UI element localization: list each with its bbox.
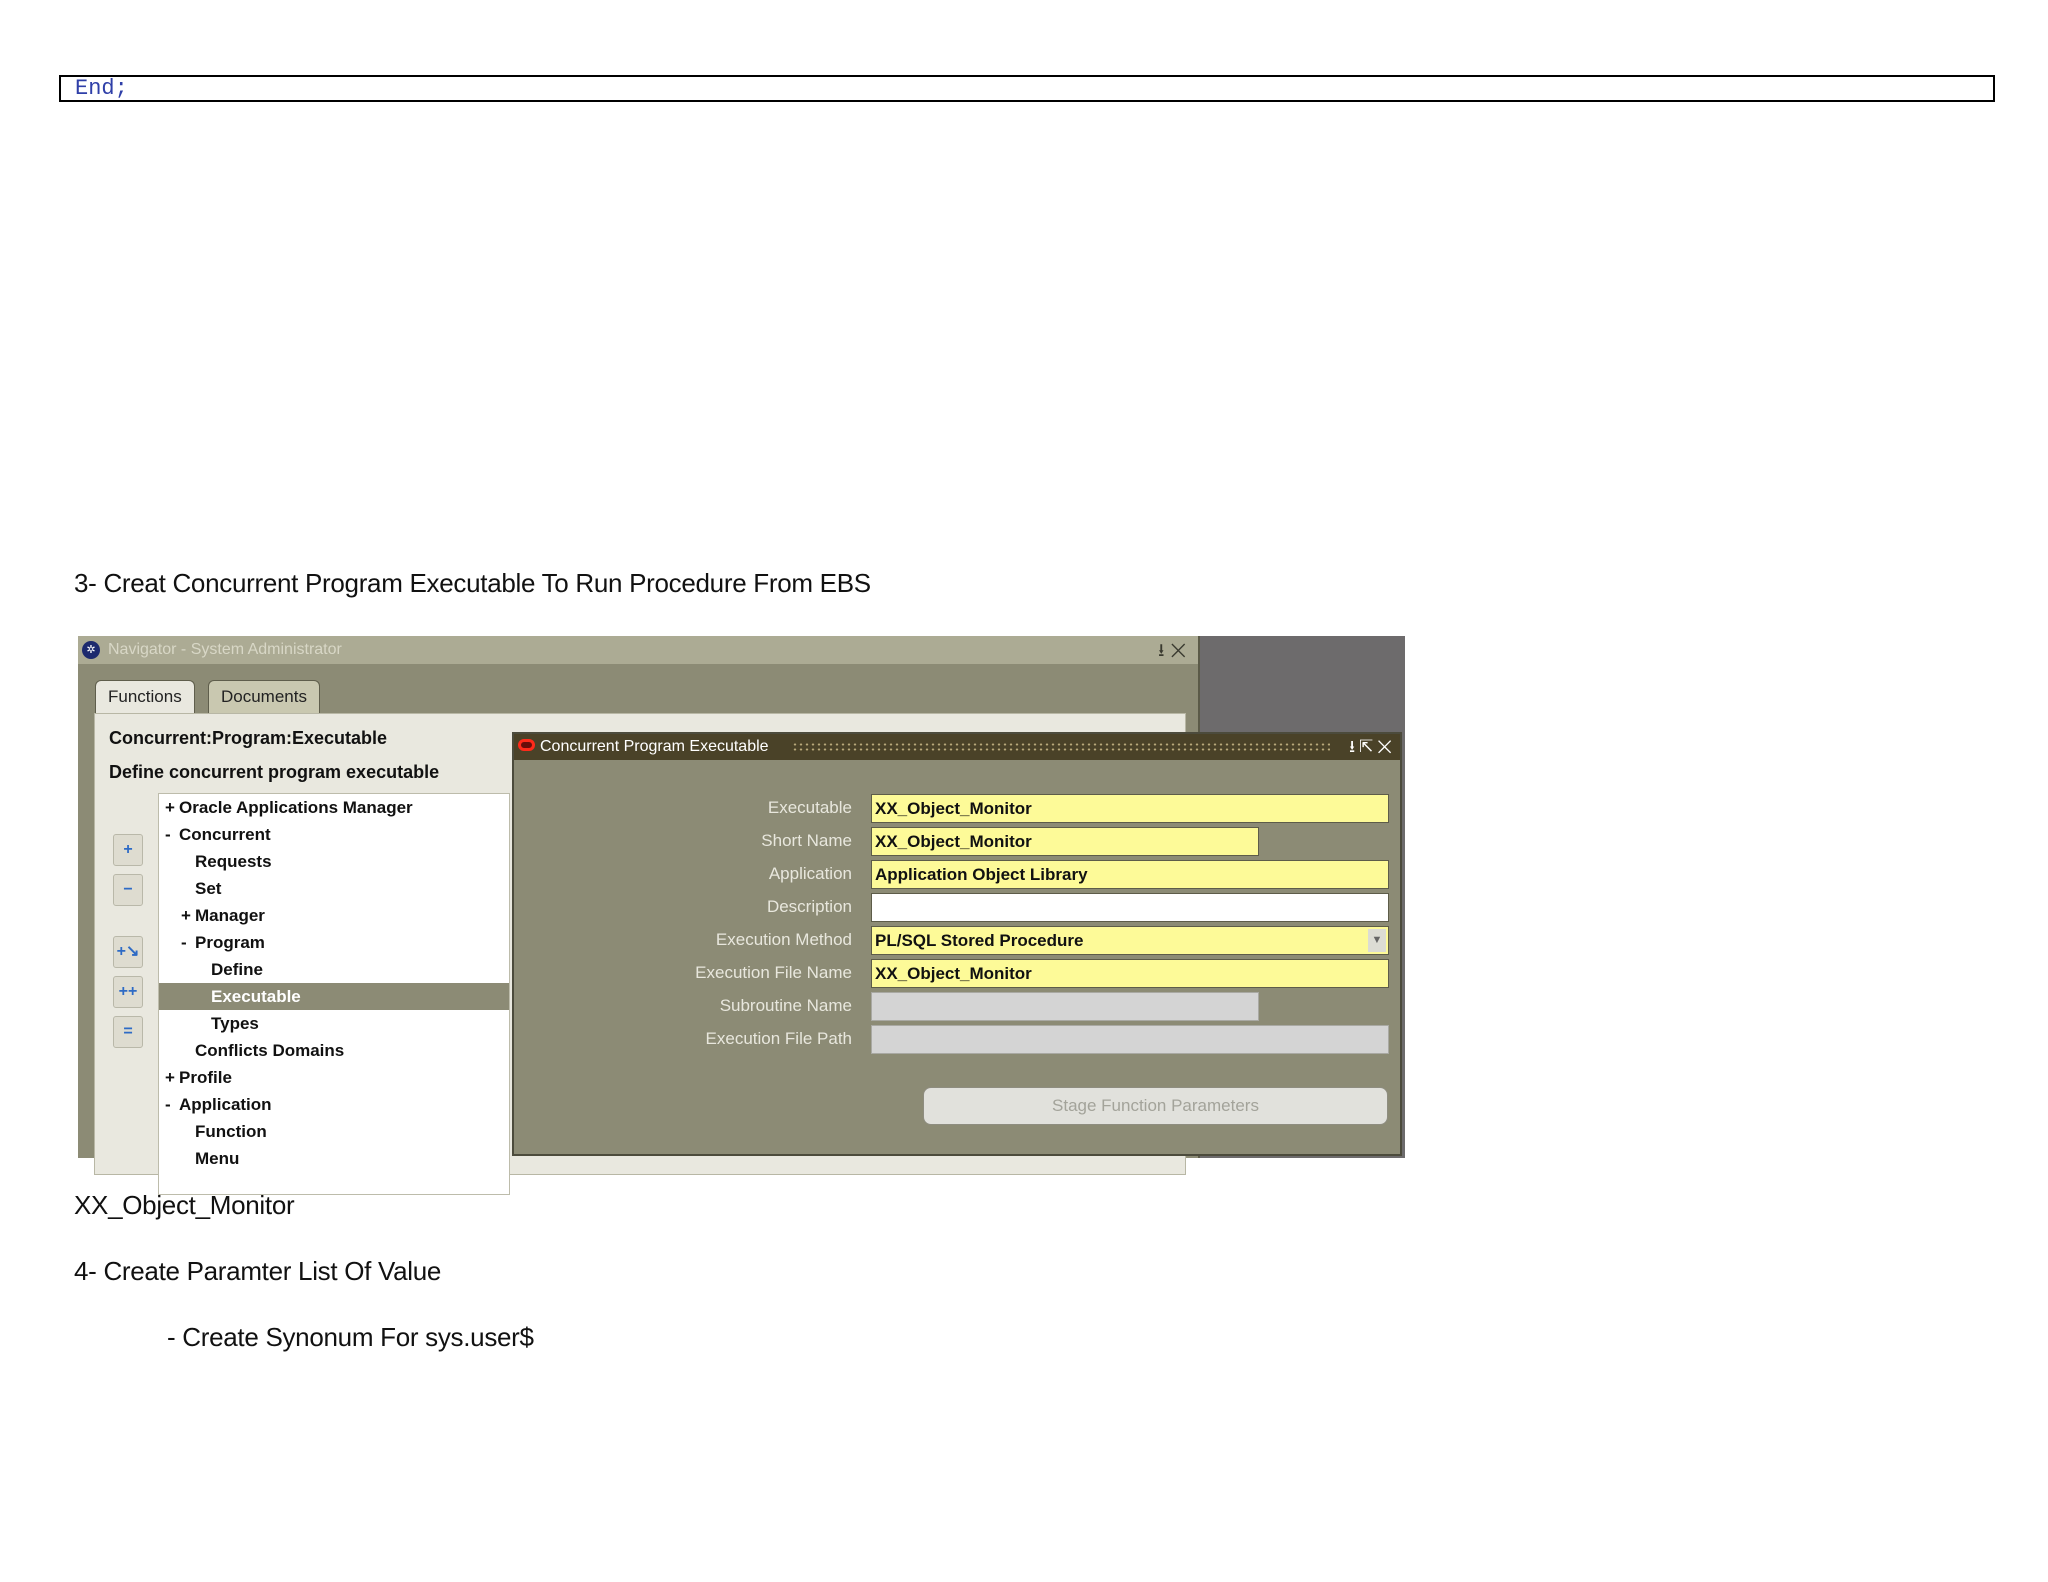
tree-item-label: Define xyxy=(211,960,263,979)
tree-item-label: Menu xyxy=(195,1149,240,1168)
description-field[interactable] xyxy=(871,893,1389,922)
expand-all-button[interactable] xyxy=(113,976,143,1008)
subroutine-name-label: Subroutine Name xyxy=(719,996,852,1015)
executable-caption: XX_Object_Monitor xyxy=(74,1190,295,1220)
tree-item[interactable] xyxy=(159,1037,509,1064)
tree-item[interactable] xyxy=(159,902,509,929)
tree-item-label: Oracle Applications Manager xyxy=(179,798,413,817)
application-label: Application xyxy=(768,864,852,883)
minimize-icon[interactable]: ⭳ xyxy=(1349,737,1360,756)
execution-file-path-label: Execution File Path xyxy=(705,1029,852,1048)
navigator-titlebar xyxy=(78,636,1198,664)
tree-item[interactable] xyxy=(159,1010,509,1037)
tree-item[interactable] xyxy=(159,794,509,821)
navigator-title: Navigator - System Administrator xyxy=(108,641,342,658)
tree-item[interactable] xyxy=(159,983,509,1010)
tree-item-label: Conflicts Domains xyxy=(195,1041,345,1060)
tab-documents[interactable]: Documents xyxy=(208,680,320,713)
step4-heading: 4- Create Paramter List Of Value xyxy=(74,1256,442,1286)
tree-item[interactable] xyxy=(159,1091,509,1118)
execution-method-value: PL/SQL Stored Procedure xyxy=(875,931,1084,950)
titlebar-grip xyxy=(792,742,1330,752)
maximize-icon[interactable]: ⇱ xyxy=(1359,737,1378,756)
tree-item[interactable] xyxy=(159,821,509,848)
collapse-all-button[interactable] xyxy=(113,1016,143,1048)
step3-heading: 3- Creat Concurrent Program Executable To Run Procedure From EBS xyxy=(74,568,871,598)
tree-item-label: Set xyxy=(195,879,222,898)
application-field[interactable]: Application Object Library xyxy=(871,860,1389,889)
function-tree[interactable] xyxy=(158,793,510,1195)
minimize-icon[interactable]: ⭳ xyxy=(1158,640,1171,660)
expand-all-icon: ++ xyxy=(118,983,138,1000)
tree-item-label: Profile xyxy=(179,1068,232,1087)
executable-field[interactable]: XX_Object_Monitor xyxy=(871,794,1389,823)
tree-item-label: Program xyxy=(195,933,265,952)
execution-method-select[interactable] xyxy=(871,926,1389,955)
tree-item[interactable] xyxy=(159,1118,509,1145)
dialog-title: Concurrent Program Executable xyxy=(540,738,769,755)
close-icon[interactable]: ✕ xyxy=(1170,640,1192,660)
execution-file-path-field xyxy=(871,1025,1389,1054)
collapse-node-icon[interactable]: - xyxy=(165,1095,171,1114)
chevron-down-icon[interactable]: ▼ xyxy=(1368,929,1386,952)
oracle-globe-icon: ✲ xyxy=(82,641,100,659)
executable-label: Executable xyxy=(767,798,852,817)
tree-item-label: Manager xyxy=(195,906,265,925)
dialog-window-controls[interactable] xyxy=(1349,734,1396,760)
tree-item[interactable] xyxy=(159,929,509,956)
tree-item-label: Application xyxy=(179,1095,272,1114)
tree-item[interactable] xyxy=(159,956,509,983)
tree-item[interactable] xyxy=(159,875,509,902)
tree-item-label: Executable xyxy=(211,987,301,1006)
expand-node-icon[interactable]: + xyxy=(165,798,175,817)
collapse-all-icon: = xyxy=(123,1023,133,1040)
short-name-field[interactable]: XX_Object_Monitor xyxy=(871,827,1259,856)
collapse-node-icon[interactable]: - xyxy=(181,933,187,952)
expand-branch-icon: +↘ xyxy=(116,943,140,960)
collapse-button[interactable] xyxy=(113,874,143,906)
execution-file-name-field[interactable]: XX_Object_Monitor xyxy=(871,959,1389,988)
collapse-node-icon[interactable]: - xyxy=(165,825,171,844)
expand-node-icon[interactable]: + xyxy=(165,1068,175,1087)
expand-button[interactable] xyxy=(113,834,143,866)
description-label: Description xyxy=(766,897,852,916)
tree-item-label: Requests xyxy=(195,852,272,871)
expand-node-icon[interactable]: + xyxy=(181,906,191,925)
minus-icon: − xyxy=(123,881,133,898)
ebs-screenshot xyxy=(78,636,1405,1168)
tree-item-label: Function xyxy=(195,1122,267,1141)
code-block xyxy=(59,75,1995,102)
tree-item-label: Types xyxy=(211,1014,259,1033)
tree-item[interactable] xyxy=(159,1064,509,1091)
execution-file-name-label: Execution File Name xyxy=(695,963,852,982)
close-icon[interactable]: ✕ xyxy=(1377,737,1396,756)
window-controls[interactable] xyxy=(1158,636,1192,664)
subroutine-name-field xyxy=(871,992,1259,1021)
execution-method-label: Execution Method xyxy=(715,930,852,949)
short-name-label: Short Name xyxy=(761,831,852,850)
expand-branch-button[interactable] xyxy=(113,936,143,968)
tree-item[interactable] xyxy=(159,1145,509,1172)
tree-item[interactable] xyxy=(159,848,509,875)
stage-function-parameters-button: Stage Function Parameters xyxy=(923,1087,1388,1125)
dialog-titlebar xyxy=(514,734,1400,760)
step4-subitem: - Create Synonum For sys.user$ xyxy=(167,1322,534,1352)
concurrent-program-executable-dialog xyxy=(512,732,1402,1156)
plus-icon: + xyxy=(123,841,133,858)
function-path: Concurrent:Program:Executable xyxy=(109,728,388,748)
tab-functions[interactable]: Functions xyxy=(95,680,195,713)
oracle-logo-icon xyxy=(518,739,535,751)
code-line: End; xyxy=(75,76,128,101)
function-description: Define concurrent program executable xyxy=(109,762,440,782)
tree-item-label: Concurrent xyxy=(179,825,271,844)
